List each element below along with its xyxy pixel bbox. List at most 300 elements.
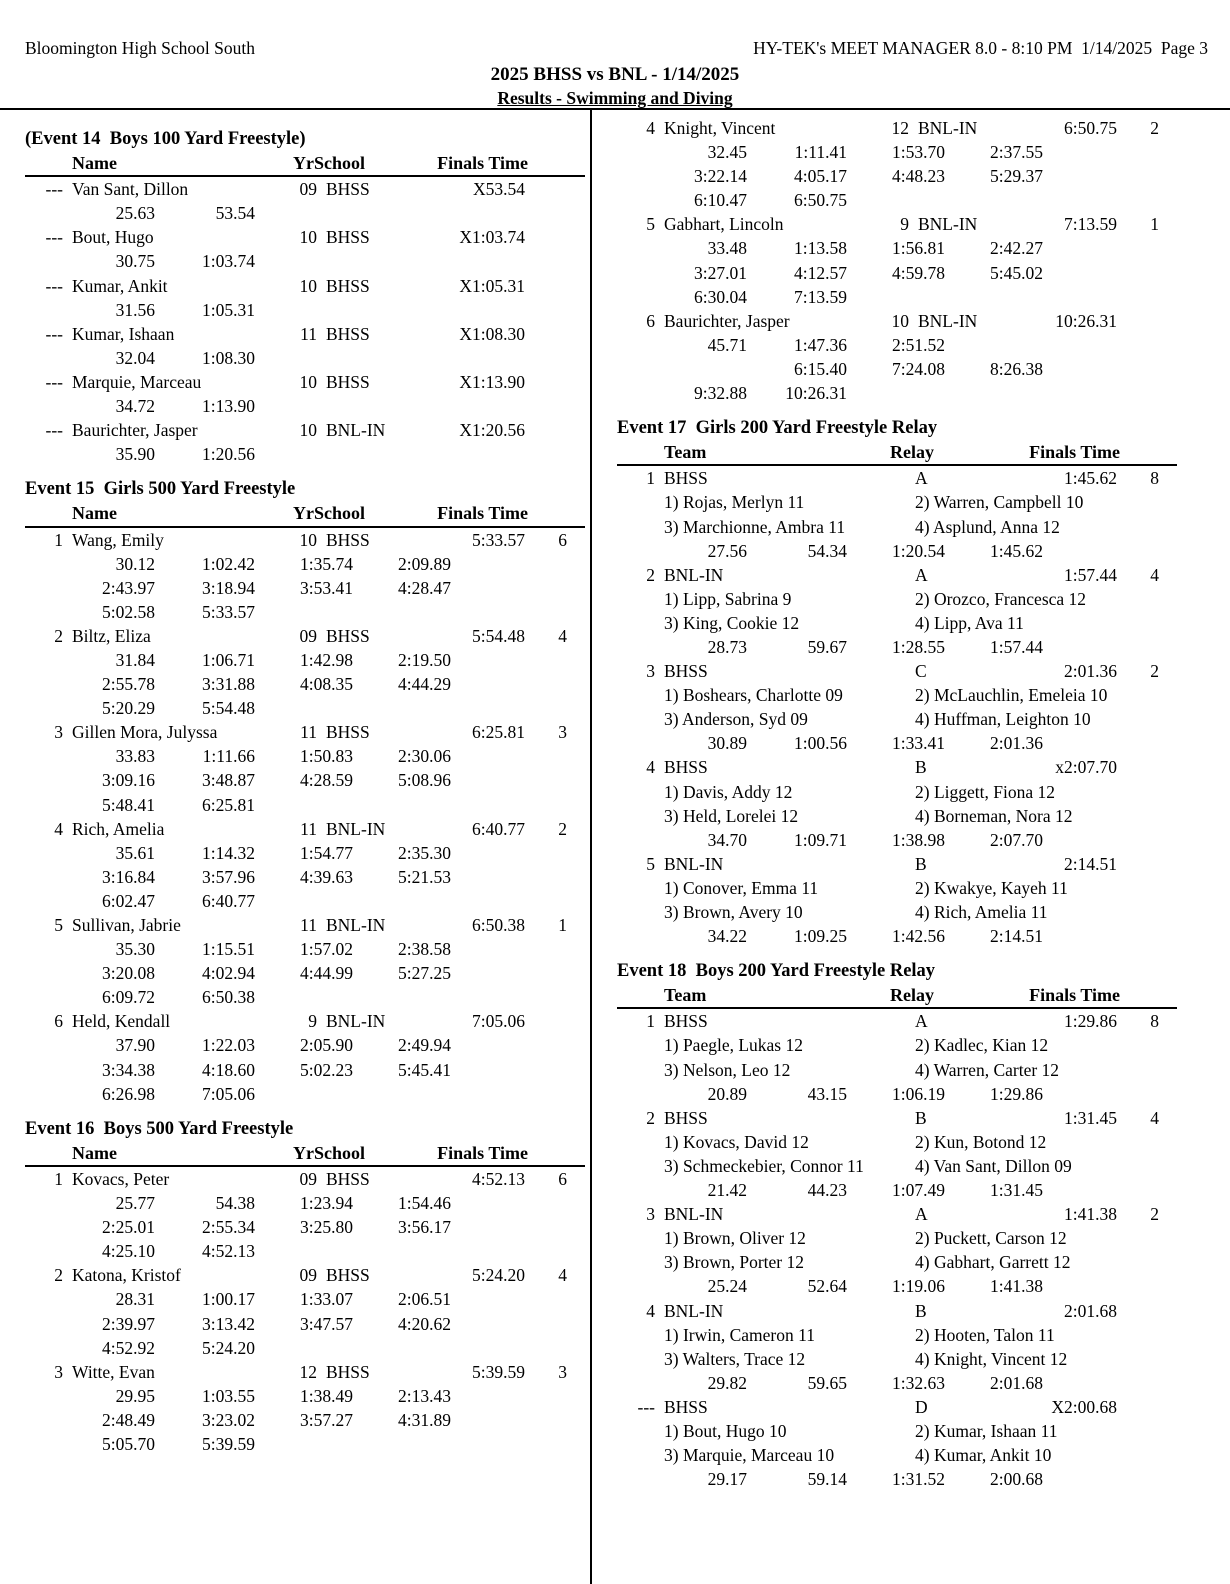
splits-row [25, 1408, 590, 1432]
split-time: 4:44.99 [300, 963, 353, 984]
place: 1 [54, 529, 63, 550]
finals-time: 2:01.36 [1064, 661, 1117, 682]
split-time: 6:30.04 [694, 286, 747, 307]
split-time: 1:57.44 [990, 636, 1043, 657]
place: --- [45, 323, 63, 344]
result-row [617, 116, 1230, 140]
split-time: 25.24 [707, 1276, 747, 1297]
split-time: 8:26.38 [990, 358, 1043, 379]
split-time: 3:23.02 [202, 1409, 255, 1430]
split-time: 35.90 [115, 444, 155, 465]
relay-swimmers-row [617, 611, 1230, 635]
split-time: 44.23 [807, 1180, 847, 1201]
event-section [25, 477, 590, 1105]
year: 11 [300, 722, 317, 743]
split-time: 33.83 [115, 746, 155, 767]
result-row [25, 370, 590, 394]
swimmer-name: Kumar, Ishaan [72, 323, 175, 344]
split-time: 1:20.56 [202, 444, 255, 465]
place: 2 [54, 625, 63, 646]
relay-letter: B [915, 853, 927, 874]
relay-swimmer: 1) Kovacs, David 12 [664, 1131, 809, 1152]
school: BNL-IN [918, 214, 978, 235]
split-time: 4:05.17 [794, 166, 847, 187]
split-time: 3:57.27 [300, 1409, 353, 1430]
split-time: 1:09.25 [794, 926, 847, 947]
finals-time: 2:01.68 [1064, 1300, 1117, 1321]
school: BHSS [326, 275, 370, 296]
split-time: 3:20.08 [102, 963, 155, 984]
year: 10 [299, 420, 317, 441]
header-row [25, 38, 1208, 59]
splits-row [25, 696, 590, 720]
place: 2 [646, 1107, 655, 1128]
split-time: 1:13.90 [202, 396, 255, 417]
event-section [25, 127, 590, 466]
split-time: 30.89 [707, 733, 747, 754]
split-time: 6:25.81 [202, 794, 255, 815]
year: 10 [891, 310, 909, 331]
splits-row [617, 188, 1230, 212]
splits-row [617, 236, 1230, 260]
split-time: 29.82 [707, 1372, 747, 1393]
relay-swimmer: 4) Kumar, Ankit 10 [915, 1445, 1052, 1466]
school: BHSS [326, 722, 370, 743]
split-time: 1:00.17 [202, 1289, 255, 1310]
relay-swimmer: 1) Bout, Hugo 10 [664, 1420, 787, 1441]
relay-swimmer: 3) Held, Lorelei 12 [664, 805, 799, 826]
split-time: 1:08.30 [202, 347, 255, 368]
split-time: 1:11.41 [794, 142, 847, 163]
relay-letter: B [915, 757, 927, 778]
result-row [25, 274, 590, 298]
school: BHSS [326, 1361, 370, 1382]
column-header-name: Name [72, 503, 117, 524]
place: 1 [54, 1168, 63, 1189]
split-time: 3:53.41 [300, 577, 353, 598]
relay-swimmers-row [617, 1154, 1230, 1178]
result-row [25, 720, 590, 744]
split-time: 1:45.62 [990, 540, 1043, 561]
split-time: 1:53.70 [892, 142, 945, 163]
relay-swimmers-row [617, 490, 1230, 514]
split-time: 6:26.98 [102, 1083, 155, 1104]
result-row [617, 1299, 1230, 1323]
year: 9 [900, 214, 909, 235]
swimmer-name: Wang, Emily [72, 529, 164, 550]
relay-swimmer: 2) Liggett, Fiona 12 [915, 781, 1055, 802]
swimmer-name: Baurichter, Jasper [664, 310, 790, 331]
relay-swimmer: 4) Lipp, Ava 11 [915, 612, 1024, 633]
splits-row [25, 394, 590, 418]
splits-row [617, 539, 1230, 563]
result-row [25, 418, 590, 442]
event-title: Event 16 Boys 500 Yard Freestyle [25, 1118, 294, 1139]
split-time: 54.34 [807, 540, 847, 561]
year: 11 [300, 915, 317, 935]
split-time: 3:25.80 [300, 1217, 353, 1238]
split-time: 5:39.59 [202, 1433, 255, 1454]
split-time: 1:03.74 [202, 251, 255, 272]
swimmer-name: Rich, Amelia [72, 818, 165, 839]
relay-swimmer: 1) Paegle, Lukas 12 [664, 1035, 803, 1056]
split-time: 45.71 [707, 334, 747, 355]
split-time: 2:42.27 [990, 238, 1043, 259]
points: 8 [1150, 1011, 1159, 1032]
split-time: 7:24.08 [892, 358, 945, 379]
split-time: 2:55.78 [102, 674, 155, 695]
column-header-name: Name [72, 153, 117, 174]
split-time: 2:07.70 [990, 829, 1043, 850]
column-header-row [25, 501, 585, 527]
year: 11 [300, 323, 317, 344]
split-time: 2:01.36 [990, 733, 1043, 754]
split-time: 4:52.92 [102, 1337, 155, 1358]
result-row [617, 212, 1230, 236]
split-time: 10:26.31 [785, 383, 847, 404]
split-time: 5:02.23 [300, 1059, 353, 1080]
result-row [617, 1202, 1230, 1226]
result-row [617, 1106, 1230, 1130]
finals-time: 7:05.06 [472, 1011, 525, 1032]
split-time: 3:34.38 [102, 1059, 155, 1080]
splits-row [25, 985, 590, 1009]
result-row [617, 1009, 1230, 1033]
split-time: 2:19.50 [398, 649, 451, 670]
school-name: Bloomington High School South [25, 38, 255, 58]
split-time: 5:24.20 [202, 1337, 255, 1358]
relay-swimmer: 4) Borneman, Nora 12 [915, 805, 1073, 826]
split-time: 9:32.88 [694, 383, 747, 404]
result-row [25, 528, 590, 552]
split-time: 28.73 [707, 636, 747, 657]
relay-swimmer: 4) Asplund, Anna 12 [915, 516, 1060, 537]
swimmer-name: Marquie, Marceau [72, 371, 202, 392]
split-time: 5:21.53 [398, 866, 451, 887]
relay-swimmers-row [617, 1033, 1230, 1057]
splits-row [25, 249, 590, 273]
split-time: 1:02.42 [202, 553, 255, 574]
event-title: Event 17 Girls 200 Yard Freestyle Relay [617, 418, 938, 439]
results-columns [0, 110, 1230, 1584]
split-time: 5:08.96 [398, 770, 451, 791]
split-time: 7:13.59 [794, 286, 847, 307]
split-time: 3:47.57 [300, 1313, 353, 1334]
place: --- [45, 420, 63, 441]
relay-swimmer: 1) Davis, Addy 12 [664, 781, 793, 802]
result-row [25, 624, 590, 648]
place: 2 [54, 1265, 63, 1286]
split-time: 1:29.86 [990, 1083, 1043, 1104]
year: 10 [299, 529, 317, 550]
split-time: 5:45.02 [990, 262, 1043, 283]
relay-swimmer: 4) Rich, Amelia 11 [915, 902, 1048, 922]
split-time: 2:00.68 [990, 1469, 1043, 1490]
split-time: 1:33.41 [892, 733, 945, 754]
report-subtitle: Results - Swimming and Diving [497, 88, 733, 108]
relay-swimmer: 2) Kadlec, Kian 12 [915, 1035, 1049, 1056]
finals-time: 7:13.59 [1064, 214, 1117, 235]
split-time: 6:50.38 [202, 987, 255, 1008]
splits-row [25, 937, 590, 961]
split-time: 2:06.51 [398, 1289, 451, 1310]
split-time: 2:48.49 [102, 1409, 155, 1430]
result-row [25, 817, 590, 841]
splits-row [25, 201, 590, 225]
column-header-yrschool: YrSchool [293, 1142, 365, 1163]
splits-row [25, 1033, 590, 1057]
split-time: 2:05.90 [300, 1035, 353, 1056]
column-header-team: Team [664, 442, 707, 463]
column-header-row [617, 440, 1177, 466]
split-time: 35.30 [115, 939, 155, 960]
split-time: 4:08.35 [300, 674, 353, 695]
split-time: 2:30.06 [398, 746, 451, 767]
relay-letter: C [915, 661, 927, 682]
split-time: 4:20.62 [398, 1313, 451, 1334]
year: 10 [299, 227, 317, 248]
finals-time: X1:13.90 [459, 371, 525, 392]
relay-swimmers-row [617, 1130, 1230, 1154]
split-time: 33.48 [707, 238, 747, 259]
relay-swimmer: 4) Warren, Carter 12 [915, 1059, 1060, 1080]
school: BNL-IN [918, 118, 978, 138]
points: 1 [558, 915, 567, 935]
splits-row [25, 600, 590, 624]
relay-swimmers-row [617, 683, 1230, 707]
swimmer-name: Van Sant, Dillon [72, 179, 189, 200]
year: 12 [891, 118, 909, 138]
finals-time: X1:20.56 [459, 420, 525, 441]
result-row [25, 225, 590, 249]
split-time: 4:28.59 [300, 770, 353, 791]
splits-row [617, 924, 1230, 948]
points: 2 [1150, 1204, 1159, 1225]
relay-swimmers-row [617, 1226, 1230, 1250]
team-name: BHSS [664, 757, 708, 778]
place: --- [45, 179, 63, 200]
place: 2 [646, 564, 655, 585]
place: 5 [54, 915, 63, 935]
split-time: 2:13.43 [398, 1385, 451, 1406]
relay-swimmer: 1) Boshears, Charlotte 09 [664, 685, 843, 706]
split-time: 5:33.57 [202, 601, 255, 622]
splits-row [25, 961, 590, 985]
result-row [617, 659, 1230, 683]
splits-row [617, 731, 1230, 755]
swimmer-name: Baurichter, Jasper [72, 420, 198, 441]
split-time: 4:48.23 [892, 166, 945, 187]
split-time: 1:14.32 [202, 842, 255, 863]
swimmer-name: Biltz, Eliza [72, 625, 151, 646]
result-row [25, 1009, 590, 1033]
relay-letter: D [915, 1396, 928, 1417]
relay-swimmers-row [617, 1347, 1230, 1371]
split-time: 1:31.52 [892, 1469, 945, 1490]
split-time: 2:38.58 [398, 939, 451, 960]
splits-row [25, 793, 590, 817]
split-time: 30.12 [115, 553, 155, 574]
split-time: 59.65 [807, 1372, 847, 1393]
column-header-finals-time: Finals Time [1029, 985, 1120, 1006]
finals-time: 5:39.59 [472, 1361, 525, 1382]
splits-row [25, 1215, 590, 1239]
column-header-yrschool: YrSchool [293, 503, 365, 524]
place: --- [45, 227, 63, 248]
points: 3 [558, 722, 567, 743]
split-time: 34.72 [115, 396, 155, 417]
result-row [25, 913, 590, 937]
school: BHSS [326, 179, 370, 200]
split-time: 1:07.49 [892, 1180, 945, 1201]
points: 2 [558, 818, 567, 839]
split-time: 7:05.06 [202, 1083, 255, 1104]
relay-swimmer: 2) Orozco, Francesca 12 [915, 588, 1087, 609]
split-time: 6:50.75 [794, 190, 847, 211]
split-time: 4:28.47 [398, 577, 451, 598]
finals-time: 6:50.75 [1064, 118, 1117, 138]
relay-swimmer: 3) King, Cookie 12 [664, 612, 800, 633]
split-time: 5:27.25 [398, 963, 451, 984]
relay-swimmer: 1) Brown, Oliver 12 [664, 1228, 806, 1249]
split-time: 37.90 [115, 1035, 155, 1056]
finals-time: 6:50.38 [472, 915, 525, 935]
relay-swimmers-row [617, 707, 1230, 731]
relay-swimmer: 3) Schmeckebier, Connor 11 [664, 1155, 864, 1176]
split-time: 1:23.94 [300, 1193, 353, 1214]
split-time: 4:18.60 [202, 1059, 255, 1080]
split-time: 5:54.48 [202, 698, 255, 719]
relay-swimmers-row [617, 587, 1230, 611]
split-time: 5:02.58 [102, 601, 155, 622]
split-time: 1:22.03 [202, 1035, 255, 1056]
finals-time: 1:57.44 [1064, 564, 1117, 585]
swimmer-name: Knight, Vincent [664, 118, 776, 138]
place: 5 [646, 853, 655, 874]
splits-row [617, 1082, 1230, 1106]
points: 6 [558, 1168, 567, 1189]
place: 3 [54, 722, 63, 743]
splits-row [25, 298, 590, 322]
finals-time: x2:07.70 [1055, 757, 1117, 778]
relay-swimmer: 3) Nelson, Leo 12 [664, 1059, 791, 1080]
split-time: 1:05.31 [202, 299, 255, 320]
relay-swimmers-row [617, 900, 1230, 924]
relay-swimmers-row [617, 1250, 1230, 1274]
split-time: 5:45.41 [398, 1059, 451, 1080]
points: 6 [558, 529, 567, 550]
split-time: 4:12.57 [794, 262, 847, 283]
team-name: BHSS [664, 1011, 708, 1032]
finals-time: 5:24.20 [472, 1265, 525, 1286]
column-header-team: Team [664, 985, 707, 1006]
school: BHSS [326, 625, 370, 646]
splits-row [617, 333, 1230, 357]
split-time: 3:16.84 [102, 866, 155, 887]
relay-swimmers-row [617, 780, 1230, 804]
split-time: 31.56 [115, 299, 155, 320]
result-row [25, 322, 590, 346]
swimmer-name: Gabhart, Lincoln [664, 214, 784, 235]
splits-row [25, 576, 590, 600]
column-header-row [617, 983, 1177, 1009]
report-info: HY-TEK's MEET MANAGER 8.0 - 8:10 PM 1/14/2025 Page 3 [753, 38, 1208, 58]
points: 4 [558, 1265, 567, 1286]
splits-row [25, 1058, 590, 1082]
year: 12 [299, 1361, 317, 1382]
split-time: 3:57.96 [202, 866, 255, 887]
split-time: 4:59.78 [892, 262, 945, 283]
column-header-finals-time: Finals Time [437, 503, 528, 524]
year: 10 [299, 371, 317, 392]
column-header-yrschool: YrSchool [293, 153, 365, 174]
finals-time: 6:40.77 [472, 818, 525, 839]
split-time: 1:42.98 [300, 649, 353, 670]
split-time: 1:57.02 [300, 939, 353, 960]
split-time: 4:52.13 [202, 1241, 255, 1262]
swimmer-name: Katona, Kristof [72, 1265, 181, 1286]
relay-swimmers-row [617, 876, 1230, 900]
finals-time: X1:05.31 [459, 275, 525, 296]
splits-row [25, 1082, 590, 1106]
team-name: BNL-IN [664, 1300, 724, 1321]
split-time: 1:50.83 [300, 746, 353, 767]
splits-row [25, 442, 590, 466]
split-time: 59.67 [807, 636, 847, 657]
split-time: 21.42 [707, 1180, 747, 1201]
splits-row [25, 889, 590, 913]
split-time: 1:13.58 [794, 238, 847, 259]
school: BHSS [326, 529, 370, 550]
relay-swimmer: 2) Kun, Botond 12 [915, 1131, 1047, 1152]
split-time: 1:35.74 [300, 553, 353, 574]
splits-row [617, 1274, 1230, 1298]
result-row [617, 466, 1230, 490]
place: --- [45, 275, 63, 296]
school: BNL-IN [918, 310, 978, 331]
split-time: 1:31.45 [990, 1180, 1043, 1201]
splits-row [617, 1371, 1230, 1395]
split-time: 2:51.52 [892, 334, 945, 355]
split-time: 1:41.38 [990, 1276, 1043, 1297]
result-row [617, 309, 1230, 333]
splits-row [25, 1384, 590, 1408]
relay-swimmer: 1) Conover, Emma 11 [664, 877, 819, 898]
splits-row [617, 635, 1230, 659]
school: BNL-IN [326, 420, 386, 441]
splits-row [25, 865, 590, 889]
page-header [0, 0, 1230, 110]
splits-row [25, 1239, 590, 1263]
place: 6 [646, 310, 655, 331]
split-time: 1:38.49 [300, 1385, 353, 1406]
split-time: 35.61 [115, 842, 155, 863]
split-time: 4:02.94 [202, 963, 255, 984]
splits-row [617, 285, 1230, 309]
points: 1 [1150, 214, 1159, 235]
swimmer-name: Kumar, Ankit [72, 275, 168, 296]
splits-row [25, 346, 590, 370]
relay-swimmer: 3) Brown, Porter 12 [664, 1252, 804, 1273]
split-time: 28.31 [115, 1289, 155, 1310]
split-time: 3:22.14 [694, 166, 747, 187]
finals-time: 6:25.81 [472, 722, 525, 743]
team-name: BHSS [664, 661, 708, 682]
finals-time: 1:29.86 [1064, 1011, 1117, 1032]
relay-swimmers-row [617, 1323, 1230, 1347]
splits-row [25, 768, 590, 792]
split-time: 6:10.47 [694, 190, 747, 211]
